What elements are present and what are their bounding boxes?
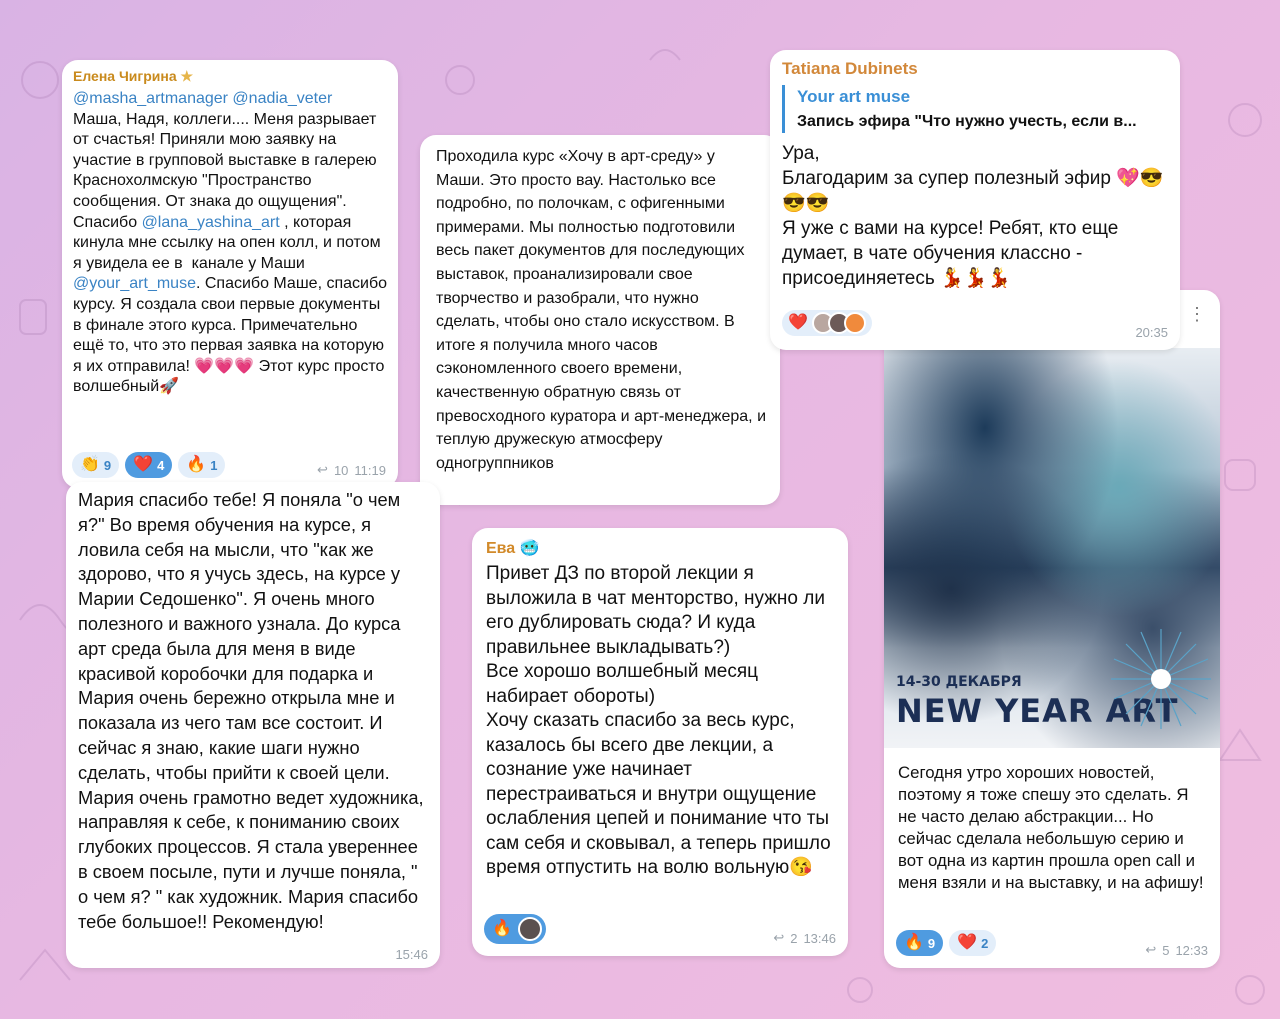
star-icon: ★ [180, 68, 194, 84]
timestamp: 12:33 [1175, 942, 1208, 958]
fire-icon: 🔥 [904, 934, 924, 951]
forward-icon: ↩ [317, 462, 328, 477]
reaction-clap[interactable] [72, 452, 119, 478]
reaction-count: 1 [210, 457, 218, 473]
reaction-heart[interactable] [949, 930, 996, 956]
message-text: Привет ДЗ по второй лекции я выложила в чат менторство, нужно ли его дублировать сюда? И куда правильнее выкладывать?) Все хорошо волшебный месяц набирает обороты) Хочу сказать спасибо за весь курс, казалось бы всего две лекции, а сознание уже начинает перестраиваться и внутри ощущение ослабления цепей и понимание что ты сам себя и сковывал, а теперь пришло время отпустить на волю вольную😘 [486, 563, 831, 878]
message-card-elena [62, 60, 398, 488]
message-meta [1145, 942, 1208, 958]
heart-icon: ❤️ [133, 456, 154, 473]
reactions-bar [782, 310, 872, 336]
message-segment: Маша, Надя, коллеги.... Меня разрывает от счастья! Приняли мою заявку на участие в групповой выставке в галерею Краснохолмскую "Пространство сообщения. От знака до ощущения". Спасибо [73, 110, 382, 231]
message-text: Ура, Благодарим за супер полезный эфир 💖😎😎😎 Я уже с вами на курсе! Ребят, кто еще думает, в чате обучения классно - присоединяетесь 💃💃💃 [782, 143, 1164, 289]
message-text [73, 89, 392, 398]
reactions-bar [896, 930, 996, 956]
reactor-avatars [812, 312, 866, 334]
reaction-count: 4 [157, 457, 165, 473]
forward-count: 5 [1162, 942, 1170, 958]
reactions-bar [484, 914, 546, 944]
reaction-heart[interactable] [782, 310, 872, 336]
quote-text: Запись эфира "Что нужно учесть, если в... [797, 113, 1137, 130]
poster-title: NEW YEAR ART [896, 692, 1179, 730]
reaction-count: 9 [103, 457, 112, 473]
forward-count: 2 [790, 930, 798, 946]
author-name[interactable] [73, 68, 388, 85]
mention-link[interactable]: @masha_artmanager @nadia_veter [73, 90, 333, 107]
reaction-fire[interactable] [178, 452, 225, 478]
reaction-fire[interactable] [484, 914, 546, 944]
fire-icon: 🔥 [492, 920, 512, 937]
timestamp: 13:46 [803, 930, 836, 946]
author-label: Елена Чигрина [73, 68, 177, 84]
forward-icon: ↩ [1145, 942, 1157, 957]
message-text: Мария спасибо тебе! Я поняла "о чем я?" Во время обучения на курсе, я ловила себя на мысли, что "как же здорово, что я учусь здесь, на курсе у Марии Седошенко". Я очень много полезного и важного узнала. До курса арт среда была для меня в виде красивой коробочки для подарка и Мария очень бережно открыла мне и показала из чего там все состоит. И сейчас я знаю, какие шаги нужно сделать, чтобы прийти к своей цели. Мария очень грамотно ведет художника, направляя к себе, к пониманию своих глубоких процессов. Я стала увереннее в своем посыле, пути и лучше поняла, " о чем я? " как художник. Мария спасибо тебе большое!! Рекомендую! [78, 489, 429, 932]
reactions-bar [72, 452, 225, 478]
more-options-icon[interactable]: ⋮ [1188, 304, 1206, 324]
message-card-course [420, 135, 780, 505]
quote-title: Your art muse [797, 87, 911, 106]
clap-icon: 👏 [80, 456, 100, 473]
reply-quote[interactable] [782, 85, 1168, 133]
mention-link[interactable]: @your_art_muse [73, 275, 196, 293]
forward-count: 10 [333, 462, 349, 478]
message-card-newyear [884, 290, 1220, 968]
message-meta [1135, 325, 1168, 340]
message-card-eva [472, 528, 848, 956]
message-card-maria [66, 482, 440, 968]
reaction-fire[interactable] [896, 930, 943, 956]
sunburst-icon [1106, 624, 1216, 734]
heart-icon: ❤️ [957, 934, 978, 951]
message-segment: . Спасибо Маше, спасибо курсу. Я создала свои первые документы в финале этого курса. Примечательно ещё то, что это первая заявка на которую я их отправила! 💗💗💗 Этот курс просто волшебный🚀 [73, 275, 392, 396]
heart-icon: ❤️ [788, 314, 808, 331]
message-card-tatiana [770, 50, 1180, 350]
message-text: Сегодня утро хороших новостей, поэтому я тоже спешу это сделать. Я не часто делаю абстракции... Но сейчас сделала небольшую серию и вот одна из картин прошла open call и меня взяли и на выставку, и на афишу! [898, 763, 1204, 892]
timestamp: 15:46 [395, 947, 428, 962]
mention-link[interactable]: @lana_yashina_art [141, 213, 280, 231]
author-label: Ева [486, 540, 516, 557]
exhibition-poster[interactable] [884, 348, 1220, 748]
message-meta [395, 947, 428, 962]
reaction-heart[interactable] [125, 452, 172, 478]
message-meta [317, 462, 386, 478]
message-segment: , которая кинула мне ссылку на опен колл, и потом я увидела ее в канале у Маши [73, 213, 386, 272]
forward-icon: ↩ [773, 930, 785, 945]
message-meta [773, 930, 836, 946]
avatar [518, 917, 542, 941]
message-text: Проходила курс «Хочу в арт-среду» у Маши. Это просто вау. Настолько все подробно, по полочкам, с офигенными примерами. Мы полностью подготовили весь пакет документов для последующих выставок, проанализировали свое творчество и разобрали, что нужно сделать, чтобы оно стало искусством. В итоге я получила много часов сэкономленного своего времени, качественную обратную связь от превосходного куратора и арт-менеджера, и теплую дружескую атмосферу одногруппников [436, 148, 771, 472]
avatar [844, 312, 866, 334]
poster-date: 14-30 ДЕКАБРЯ [896, 674, 1022, 690]
reaction-count: 2 [981, 935, 989, 951]
reaction-count: 9 [927, 935, 936, 951]
author-name[interactable]: Tatiana Dubinets [782, 59, 918, 78]
timestamp: 11:19 [354, 462, 386, 478]
author-name[interactable] [486, 538, 834, 558]
timestamp: 20:35 [1135, 325, 1168, 340]
fire-icon: 🔥 [186, 456, 207, 473]
cold-face-icon: 🥶 [519, 540, 540, 557]
